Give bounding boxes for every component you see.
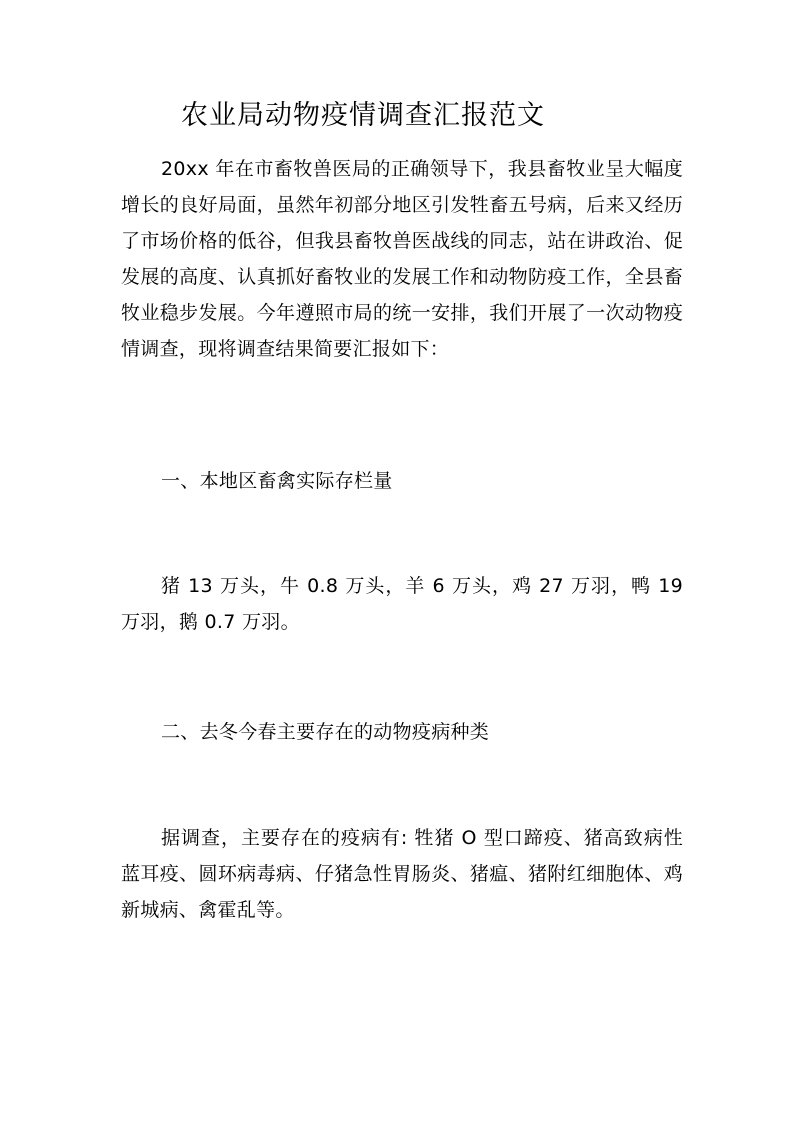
document-title: 农业局动物疫情调查汇报范文: [181, 100, 545, 131]
section-1-paragraph: 猪 13 万头，牛 0.8 万头，羊 6 万头，鸡 27 万羽，鸭 19 万羽，鹅 0.7 万羽。: [121, 575, 683, 633]
intro-paragraph: 20xx 年在市畜牧兽医局的正确领导下，我县畜牧业呈大幅度增长的良好局面，虽然年初部分地区引发牲畜五号病，后来又经历了市场价格的低谷，但我县畜牧兽医战线的同志，站在讲政治、促发展的高度、认真抓好畜牧业的发展工作和动物防疫工作，全县畜牧业稳步发展。今年遵照市局的统一安排，我们开展了一次动物疫情调查，现将调查结果简要汇报如下：: [121, 158, 683, 360]
section-2-heading: 二、去冬今春主要存在的动物疫病种类: [161, 721, 490, 743]
section-2-paragraph: 据调查，主要存在的疫病有: 牲猪 O 型口蹄疫、猪高致病性蓝耳疫、圆环病毒病、仔猪急性胃肠炎、猪瘟、猪附红细胞体、鸡新城病、禽霍乱等。: [121, 827, 683, 921]
section-1-heading: 一、本地区畜禽实际存栏量: [161, 470, 393, 492]
